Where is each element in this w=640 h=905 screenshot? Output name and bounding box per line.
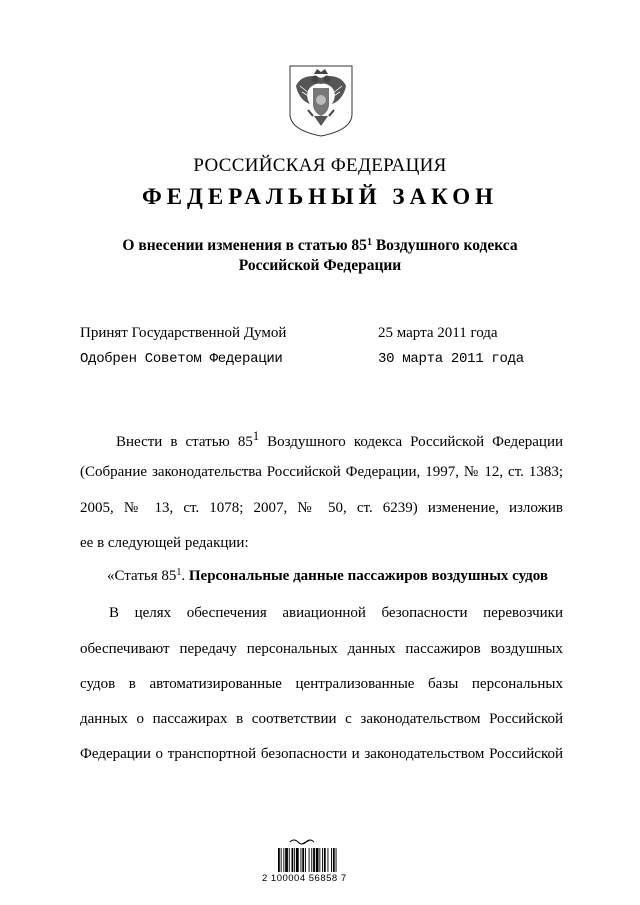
barcode-bar (296, 848, 299, 872)
barcode-bar (336, 848, 337, 872)
law-title-line-1: О внесении изменения в статью $85^1$ Воздушного кодекса (122, 237, 518, 254)
adoption-label: Одобрен Советом Федерации (80, 351, 283, 367)
barcode-bar (333, 848, 335, 872)
intro-line-4: ее в следующей редакции: (80, 535, 249, 551)
paragraph-line-4: данных о пассажирах в соответствии с законодательством Российской (80, 711, 563, 727)
barcode-bar (278, 848, 280, 872)
barcode-bar (301, 848, 302, 872)
barcode-bar (305, 848, 306, 872)
paragraph-line-2: обеспечивают передачу персональных данных пассажиров воздушных (80, 641, 563, 657)
barcode-bar (331, 848, 332, 872)
barcode-bar (324, 848, 326, 872)
intro-line-2: (Собрание законодательства Российской Федерации, 1997, № 12, ст. 1383; (80, 464, 563, 480)
barcode-bar (313, 848, 315, 872)
law-title (0, 236, 640, 276)
barcode-bar (289, 848, 290, 872)
barcode-bar (281, 848, 282, 872)
country-heading: РОССИЙСКАЯ ФЕДЕРАЦИЯ (193, 155, 447, 176)
barcode-bar (322, 848, 323, 872)
barcode-bar (283, 848, 284, 872)
adoption-label: Принят Государственной Думой (80, 325, 287, 341)
barcode-bar (316, 848, 319, 872)
barcode-bar (328, 848, 329, 872)
paragraph-line-5: Федерации о транспортной безопасности и законодательством Российской (80, 746, 563, 762)
adoption-date: 30 марта 2011 года (378, 351, 524, 367)
document-type-heading: ФЕДЕРАЛЬНЫЙ ЗАКОН (141, 184, 499, 209)
paragraph-line-3: судов в автоматизированные централизованные базы персональных (80, 676, 563, 692)
barcode-bar (285, 848, 288, 872)
article-title: Персональные данные пассажиров воздушных судов (188, 568, 548, 584)
adoption-row-duma (80, 325, 560, 347)
barcode-bar (319, 848, 320, 872)
barcode-bar (294, 848, 295, 872)
law-title-line-2: Российской Федерации (238, 257, 402, 274)
barcode-bar (302, 848, 304, 872)
article-heading: «Статья $85^1$. Персональные данные пассажиров воздушных судов (107, 567, 548, 584)
barcode-bar (311, 848, 312, 872)
intro-line-1: Внести в статью $85^1$ Воздушного кодекса Российской Федерации (116, 429, 563, 450)
intro-line-3: 2005, № 13, ст. 1078; 2007, № 50, ст. 6239) изменение, изложив (80, 500, 563, 516)
adoption-row-federation-council (80, 351, 560, 373)
barcode-bar (292, 848, 294, 872)
barcode-bar (309, 848, 310, 872)
coat-of-arms-emblem (288, 64, 354, 138)
adoption-date: 25 марта 2011 года (378, 325, 498, 341)
paragraph-line-1: В целях обеспечения авиационной безопасности перевозчики (109, 605, 563, 621)
barcode-number: 2 100004 56858 7 (262, 873, 347, 884)
